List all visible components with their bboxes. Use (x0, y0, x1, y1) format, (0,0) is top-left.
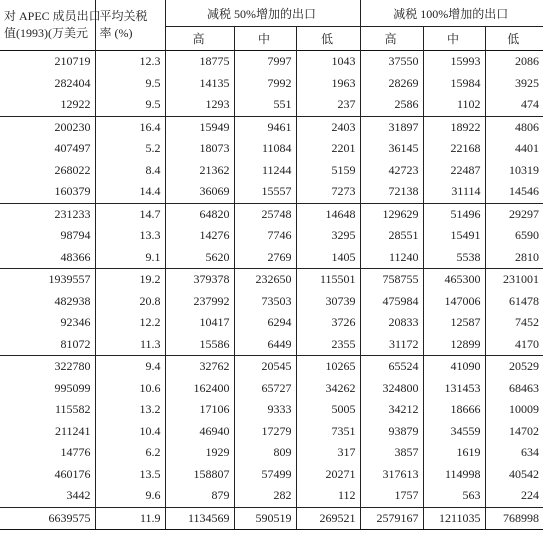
cell-avg-tariff: 20.8 (95, 291, 165, 313)
cell-cut50-high: 5620 (165, 247, 234, 269)
cell-avg-tariff: 11.9 (95, 507, 165, 530)
cell-cut50-high: 46940 (165, 421, 234, 443)
cell-cut100-high: 34212 (360, 399, 423, 421)
cell-cut50-mid: 15557 (234, 181, 296, 203)
cell-cut50-high: 15586 (165, 334, 234, 356)
cell-avg-tariff: 9.4 (95, 356, 165, 378)
table-row (0, 485, 543, 507)
cell-cut100-mid: 1619 (423, 442, 485, 464)
cell-cut100-high: 36145 (360, 138, 423, 160)
cell-cut50-high: 162400 (165, 378, 234, 400)
cell-cut50-high: 64820 (165, 203, 234, 225)
cell-cut50-high: 14135 (165, 73, 234, 95)
cell-cut50-high: 1929 (165, 442, 234, 464)
cell-cut50-low: 2201 (296, 138, 360, 160)
table-row (0, 312, 543, 334)
table-row (0, 138, 543, 160)
cell-cut50-mid: 809 (234, 442, 296, 464)
header-export-value (0, 0, 101, 51)
cell-cut100-high: 2579167 (360, 507, 423, 530)
table-row (0, 464, 543, 486)
cell-cut50-low: 269521 (296, 507, 360, 530)
cell-cut50-mid: 20545 (234, 356, 296, 378)
cell-cut100-mid: 147006 (423, 291, 485, 313)
header-export-value-line1: 对 APEC 成员出口 (4, 9, 101, 23)
header-avg-tariff (95, 0, 165, 51)
cell-cut100-low: 2086 (485, 51, 543, 73)
cell-cut50-low: 5159 (296, 160, 360, 182)
cell-cut50-mid: 25748 (234, 203, 296, 225)
cell-cut100-low: 6590 (515, 228, 540, 243)
table-body (0, 51, 543, 530)
cell-cut50-low: 10265 (296, 356, 360, 378)
cell-avg-tariff: 10.4 (95, 421, 165, 443)
header-group-50: 减税 50%增加的出口 (165, 0, 360, 27)
cell-cut100-mid: 563 (423, 485, 485, 507)
cell-cut50-mid: 9333 (234, 399, 296, 421)
cell-avg-tariff: 10.6 (95, 378, 165, 400)
cell-cut50-low: 2355 (296, 334, 360, 356)
cell-export-value: 115582 (0, 399, 95, 421)
cell-export-value: 6639575 (0, 507, 95, 530)
cell-cut100-mid: 131453 (423, 378, 485, 400)
cell-cut50-mid: 73503 (234, 291, 296, 313)
cell-cut100-mid: 12899 (423, 334, 485, 356)
table-row (0, 51, 543, 73)
cell-export-value: 92346 (0, 312, 95, 334)
cell-cut50-high: 1293 (165, 94, 234, 116)
cell-cut100-high: 31897 (360, 116, 423, 138)
table-row (0, 291, 543, 313)
cell-cut100-mid: 465300 (423, 269, 485, 291)
cell-cut50-low: 20271 (296, 464, 360, 486)
table-row (0, 73, 543, 95)
cell-cut50-mid: 7992 (234, 73, 296, 95)
cell-cut50-mid: 11244 (234, 160, 296, 182)
cell-cut50-high: 18073 (165, 138, 234, 160)
cell-cut50-high: 14276 (165, 225, 234, 247)
cell-cut50-high: 10417 (165, 312, 234, 334)
cell-export-value: 322780 (0, 356, 95, 378)
header-100-mid: 中 (423, 27, 485, 51)
cell-cut100-high: 475984 (360, 291, 423, 313)
table-row (0, 334, 543, 356)
cell-cut50-mid: 11084 (234, 138, 296, 160)
cell-cut50-high: 237992 (165, 291, 234, 313)
cell-cut100-low: 61478 (509, 293, 540, 308)
cell-cut100-low: 3925 (515, 75, 540, 90)
cell-export-value: 81072 (0, 334, 95, 356)
cell-cut100-low: 20529 (485, 356, 543, 378)
cell-cut100-low: 68463 (509, 380, 540, 395)
cell-avg-tariff: 14.4 (95, 181, 165, 203)
cell-cut100-low: 768998 (485, 507, 543, 530)
header-avg-tariff-line1: 平均关税 (99, 9, 148, 23)
cell-avg-tariff: 12.3 (95, 51, 165, 73)
cell-avg-tariff: 11.3 (95, 334, 165, 356)
cell-export-value: 995099 (0, 378, 95, 400)
cell-avg-tariff: 13.5 (95, 464, 165, 486)
cell-cut50-low: 2403 (296, 116, 360, 138)
cell-cut100-high: 28551 (360, 225, 423, 247)
cell-export-value: 160379 (0, 181, 95, 203)
cell-avg-tariff: 16.4 (95, 116, 165, 138)
cell-cut100-mid: 22168 (423, 138, 485, 160)
cell-cut100-low: 29297 (485, 203, 543, 225)
cell-cut100-mid: 15491 (423, 225, 485, 247)
cell-cut100-low: 231001 (485, 269, 543, 291)
table-row (0, 269, 543, 291)
cell-cut50-mid: 590519 (234, 507, 296, 530)
cell-cut50-high: 379378 (165, 269, 234, 291)
cell-export-value: 211241 (0, 421, 95, 443)
cell-cut100-low: 4401 (515, 141, 540, 156)
cell-cut100-low: 7452 (515, 315, 540, 330)
cell-cut100-mid: 1211035 (423, 507, 485, 530)
header-avg-tariff-line2: 率 (%) (99, 26, 133, 40)
cell-cut100-high: 2586 (360, 94, 423, 116)
cell-export-value: 482938 (0, 291, 95, 313)
header-export-value-line2: 值(1993)(万美元 (4, 26, 88, 40)
table-row (0, 442, 543, 464)
cell-cut50-mid: 7746 (234, 225, 296, 247)
table-row (0, 181, 543, 203)
cell-cut50-mid: 17279 (234, 421, 296, 443)
cell-cut50-high: 15949 (165, 116, 234, 138)
cell-cut100-high: 93879 (360, 421, 423, 443)
table-row (0, 378, 543, 400)
cell-cut100-high: 42723 (360, 160, 423, 182)
cell-cut50-low: 1043 (296, 51, 360, 73)
cell-cut50-mid: 6294 (234, 312, 296, 334)
cell-cut100-mid: 1102 (423, 94, 485, 116)
header-50-low: 低 (296, 27, 360, 51)
cell-cut50-mid: 282 (234, 485, 296, 507)
header-100-low: 低 (507, 32, 520, 46)
cell-cut100-mid: 41090 (423, 356, 485, 378)
cell-cut100-high: 324800 (360, 378, 423, 400)
cell-cut50-low: 237 (296, 94, 360, 116)
cell-cut100-low: 224 (521, 488, 540, 503)
table-row (0, 399, 543, 421)
table-row (0, 116, 543, 138)
cell-cut100-high: 31172 (360, 334, 423, 356)
cell-cut100-low: 2810 (515, 249, 540, 264)
cell-cut100-low: 4170 (515, 336, 540, 351)
table-row (0, 94, 543, 116)
cell-cut100-mid: 5538 (423, 247, 485, 269)
cell-avg-tariff: 8.4 (95, 160, 165, 182)
cell-export-value: 407497 (0, 138, 95, 160)
cell-cut100-low: 634 (521, 445, 540, 460)
cell-cut100-low: 4806 (485, 116, 543, 138)
cell-cut100-mid: 34559 (423, 421, 485, 443)
cell-avg-tariff: 9.6 (95, 485, 165, 507)
cell-cut100-high: 37550 (360, 51, 423, 73)
table-row (0, 507, 543, 530)
cell-cut50-high: 21362 (165, 160, 234, 182)
cell-cut50-high: 1134569 (165, 507, 234, 530)
cell-cut50-low: 14648 (296, 203, 360, 225)
cell-avg-tariff: 9.5 (95, 94, 165, 116)
cell-cut50-low: 1405 (296, 247, 360, 269)
cell-cut100-high: 129629 (360, 203, 423, 225)
cell-avg-tariff: 14.7 (95, 203, 165, 225)
cell-cut100-high: 758755 (360, 269, 423, 291)
header-100-high: 高 (360, 27, 423, 51)
table-row (0, 247, 543, 269)
cell-cut100-low: 14546 (509, 184, 540, 199)
cell-export-value: 98794 (0, 225, 95, 247)
cell-cut100-high: 65524 (360, 356, 423, 378)
cell-cut50-low: 112 (296, 485, 360, 507)
cell-cut100-mid: 18922 (423, 116, 485, 138)
cell-cut100-mid: 114998 (423, 464, 485, 486)
cell-cut50-high: 18775 (165, 51, 234, 73)
cell-export-value: 14776 (0, 442, 95, 464)
cell-cut100-mid: 31114 (423, 181, 485, 203)
cell-cut50-low: 7273 (296, 181, 360, 203)
cell-cut50-low: 115501 (296, 269, 360, 291)
cell-cut50-mid: 2769 (234, 247, 296, 269)
cell-avg-tariff: 12.2 (95, 312, 165, 334)
table-row (0, 356, 543, 378)
cell-avg-tariff: 13.2 (95, 399, 165, 421)
cell-cut100-high: 1757 (360, 485, 423, 507)
cell-export-value: 12922 (0, 94, 95, 116)
cell-cut50-mid: 57499 (234, 464, 296, 486)
cell-cut50-low: 3295 (296, 225, 360, 247)
cell-cut50-mid: 232650 (234, 269, 296, 291)
cell-avg-tariff: 5.2 (95, 138, 165, 160)
table-row (0, 203, 543, 225)
cell-export-value: 231233 (0, 203, 95, 225)
cell-cut100-low: 10319 (509, 162, 540, 177)
cell-export-value: 3442 (0, 485, 95, 507)
cell-avg-tariff: 13.3 (95, 225, 165, 247)
cell-cut100-mid: 15984 (423, 73, 485, 95)
cell-cut50-low: 317 (296, 442, 360, 464)
cell-cut50-low: 7351 (296, 421, 360, 443)
cell-cut100-low: 10009 (509, 402, 540, 417)
cell-cut100-mid: 51496 (423, 203, 485, 225)
cell-cut50-high: 36069 (165, 181, 234, 203)
cell-cut50-high: 32762 (165, 356, 234, 378)
cell-cut100-high: 317613 (360, 464, 423, 486)
cell-export-value: 282404 (0, 73, 95, 95)
cell-export-value: 268022 (0, 160, 95, 182)
cell-cut100-mid: 15993 (423, 51, 485, 73)
cell-avg-tariff: 9.5 (95, 73, 165, 95)
cell-cut100-low: 14702 (509, 423, 540, 438)
cell-avg-tariff: 6.2 (95, 442, 165, 464)
cell-cut50-high: 158807 (165, 464, 234, 486)
cell-cut50-mid: 65727 (234, 378, 296, 400)
cell-cut50-high: 879 (165, 485, 234, 507)
cell-cut50-mid: 551 (234, 94, 296, 116)
table-row (0, 421, 543, 443)
cell-cut50-low: 5005 (296, 399, 360, 421)
cell-cut50-low: 30739 (296, 291, 360, 313)
cell-cut100-high: 3857 (360, 442, 423, 464)
cell-cut50-mid: 6449 (234, 334, 296, 356)
cell-export-value: 210719 (0, 51, 95, 73)
header-group-100: 减税 100%增加的出口 (360, 0, 543, 27)
cell-cut100-high: 28269 (360, 73, 423, 95)
cell-avg-tariff: 19.2 (95, 269, 165, 291)
header-50-high: 高 (165, 27, 234, 51)
cell-cut100-high: 11240 (360, 247, 423, 269)
cell-export-value: 460176 (0, 464, 95, 486)
cell-cut100-mid: 12587 (423, 312, 485, 334)
cell-cut100-high: 20833 (360, 312, 423, 334)
cell-avg-tariff: 9.1 (95, 247, 165, 269)
cell-cut50-mid: 7997 (234, 51, 296, 73)
cell-export-value: 200230 (0, 116, 95, 138)
cell-cut50-mid: 9461 (234, 116, 296, 138)
cell-export-value: 1939557 (0, 269, 95, 291)
cell-cut100-low: 40542 (509, 466, 540, 481)
cell-cut100-mid: 22487 (423, 160, 485, 182)
cell-cut50-high: 17106 (165, 399, 234, 421)
cell-cut50-low: 1963 (296, 73, 360, 95)
cell-cut50-low: 3726 (296, 312, 360, 334)
cell-cut50-low: 34262 (296, 378, 360, 400)
table-row (0, 225, 543, 247)
table-row (0, 160, 543, 182)
cell-cut100-high: 72138 (360, 181, 423, 203)
cell-cut100-low: 474 (521, 97, 540, 112)
cell-cut100-mid: 18666 (423, 399, 485, 421)
header-50-mid: 中 (234, 27, 296, 51)
cell-export-value: 48366 (0, 247, 95, 269)
